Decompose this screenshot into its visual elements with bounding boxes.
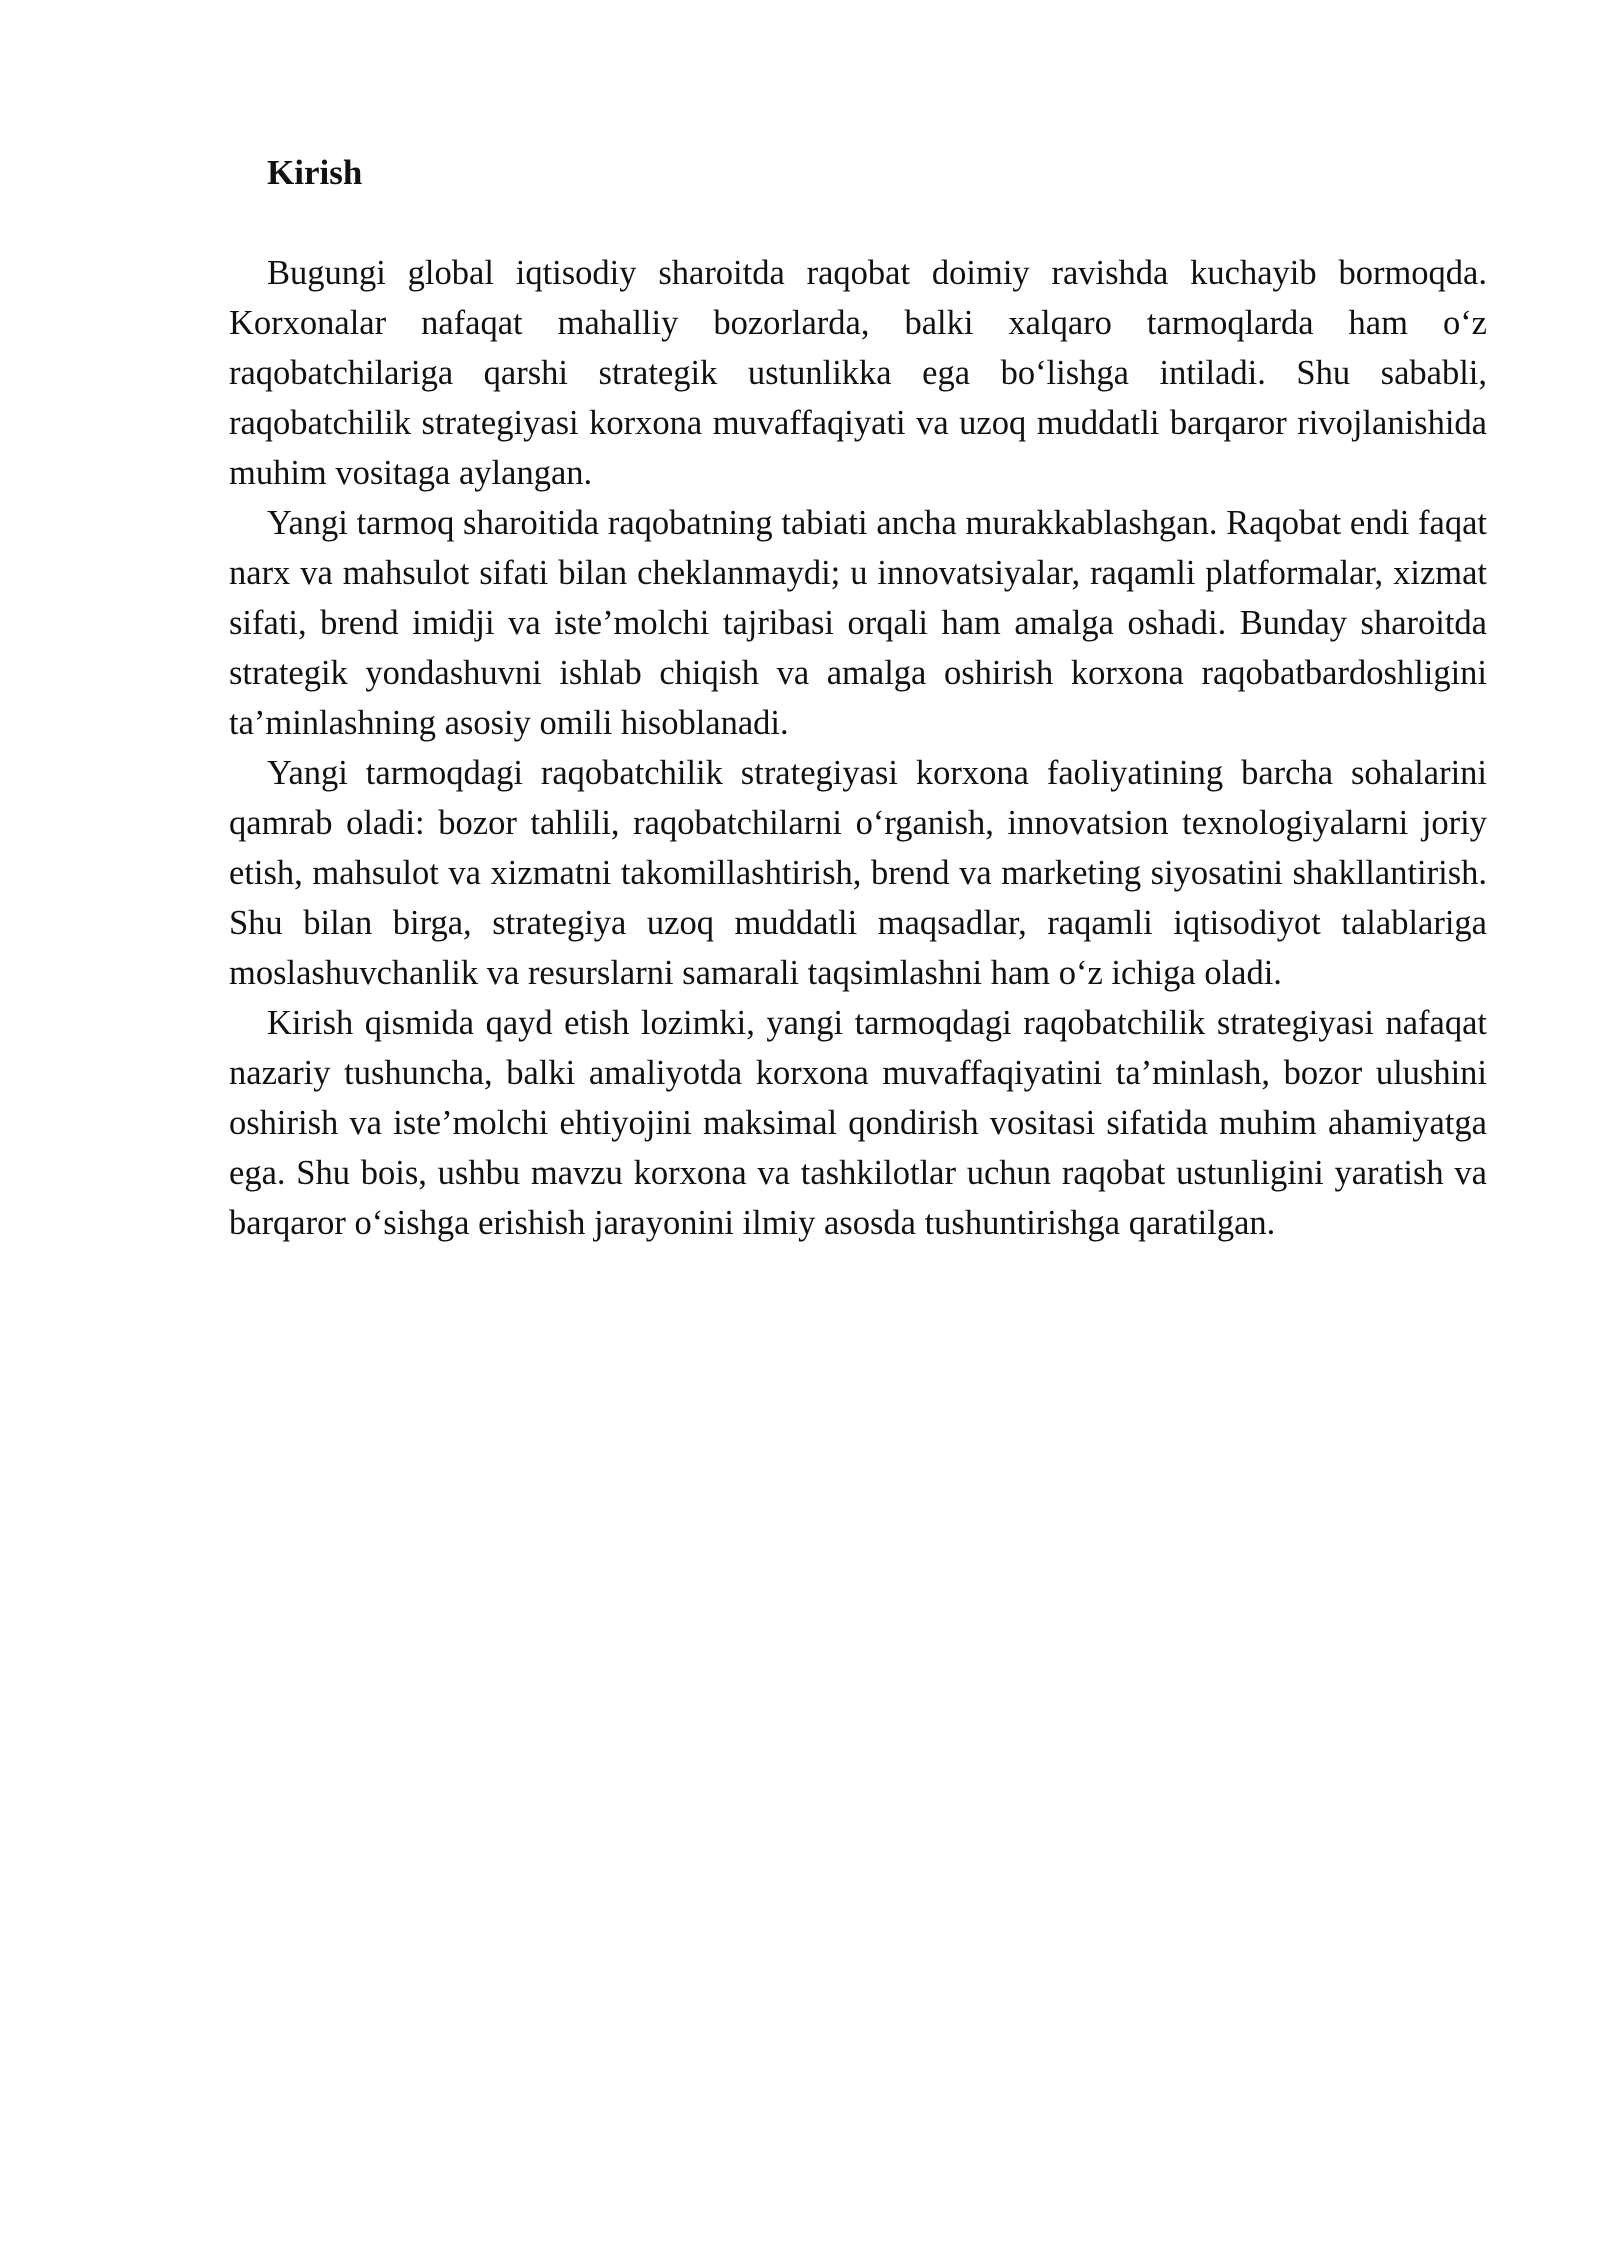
paragraph-1: Bugungi global iqtisodiy sharoitda raqobat doimiy ravishda kuchayib bormoqda. Korxonalar nafaqat mahalliy bozorlarda, balki xalqaro tarmoqlarda ham o‘z raqobatchilariga qarshi strategik ustunlikka ega bo‘lishga intiladi. Shu sababli, raqobatchilik strategiyasi korxona muvaffaqiyati va uzoq muddatli barqaror rivojlanishida muhim vositaga aylangan.: [229, 254, 1487, 492]
document-body: [229, 148, 1487, 1248]
section-heading: Kirish: [267, 153, 363, 192]
paragraph-3: Yangi tarmoqdagi raqobatchilik strategiyasi korxona faoliyatining barcha sohalarini qamrab oladi: bozor tahlili, raqobatchilarni o‘rganish, innovatsion texnologiyalarni joriy etish, mahsulot va xizmatni takomillashtirish, brend va marketing siyosatini shakllantirish. Shu bilan birga, strategiya uzoq muddatli maqsadlar, raqamli iqtisodiyot talablariga moslashuvchanlik va resurslarni samarali taqsimlashni ham o‘z ichiga oladi.: [229, 754, 1487, 992]
paragraph-2: Yangi tarmoq sharoitida raqobatning tabiati ancha murakkablashgan. Raqobat endi faqat narx va mahsulot sifati bilan cheklanmaydi; u innovatsiyalar, raqamli platformalar, xizmat sifati, brend imidji va iste’molchi tajribasi orqali ham amalga oshadi. Bunday sharoitda strategik yondashuvni ishlab chiqish va amalga oshirish korxona raqobatbardoshligini ta’minlashning asosiy omili hisoblanadi.: [229, 504, 1487, 742]
paragraph-4: Kirish qismida qayd etish lozimki, yangi tarmoqdagi raqobatchilik strategiyasi nafaqat nazariy tushuncha, balki amaliyotda korxona muvaffaqiyatini ta’minlash, bozor ulushini oshirish va iste’molchi ehtiyojini maksimal qondirish vositasi sifatida muhim ahamiyatga ega. Shu bois, ushbu mavzu korxona va tashkilotlar uchun raqobat ustunligini yaratish va barqaror o‘sishga erishish jarayonini ilmiy asosda tushuntirishga qaratilgan.: [229, 1004, 1487, 1242]
